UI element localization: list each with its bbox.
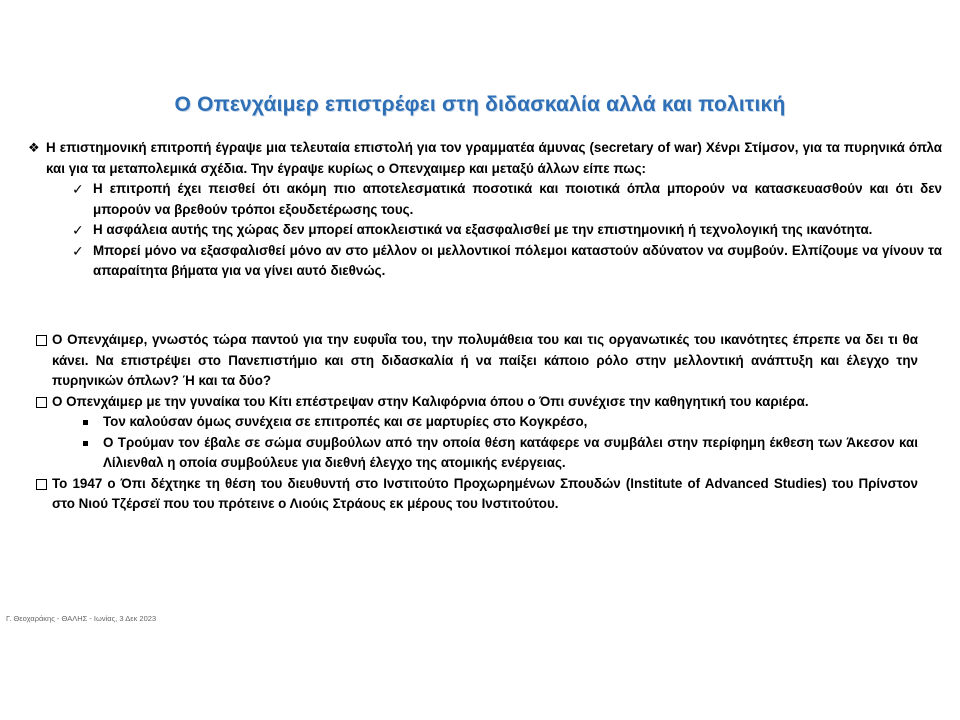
- square-bullet-item: [34, 433, 918, 474]
- check-text: Η επιτροπή έχει πεισθεί ότι ακόμη πιο αποτελεσματικά ποσοτικά και ποιοτικά όπλα μπορούν να κατασκευασθούν και ότι δεν μπορούν να βρεθούν τρόποι εξουδετέρωσης τους.: [93, 181, 942, 217]
- square-bullet-icon: [83, 441, 88, 446]
- box-bullet-icon: [36, 397, 47, 408]
- checkmark-icon: ✓: [72, 181, 84, 197]
- section-career: [34, 330, 918, 515]
- box-bullet-item: [34, 330, 918, 392]
- checkmark-icon: ✓: [72, 242, 84, 259]
- subbullet-text: Ο Τρούμαν τον έβαλε σε σώμα συμβούλων από την οποία θέση κατάφερε να συμβάλει στην περίφημη έκθεση των Άκεσον και Λίλιενθαλ η οποία συμβούλευε για διεθνή έλεγχο της ατομικής ενέργειας.: [103, 434, 918, 470]
- footer-credit: Γ. Θεοχαράκης - ΘΑΛΗΣ - Ιωνίας, 3 Δεκ 2023: [6, 614, 157, 623]
- subbullet-text: Τον καλούσαν όμως συνέχεια σε επιτροπές και σε μαρτυρίες στο Κογκρέσο,: [103, 414, 588, 429]
- bullet-text: Το 1947 ο Όπι δέχτηκε τη θέση του διευθυντή στο Ινστιτούτο Προχωρημένων Σπουδών (Institute of Advanced Studies) του Πρίνστον στο Νιού Τζέρσεϊ που του πρότεινε ο Λιούις Στράους εκ μέρους του Ινστιτούτου.: [52, 475, 918, 511]
- box-bullet-icon: [36, 479, 47, 490]
- bullet-text: Ο Οπενχάιμερ, γνωστός τώρα παντού για την ευφυΐα του, την πολυμάθεια του και τις οργανωτικές του ικανότητες έπρεπε να δει τι θα κάνει. Να επιστρέψει στο Πανεπιστήμιο και στη διδασκαλία ή να παίξει κάποιο ρόλο στην μελλοντική ανάπτυξη και έλεγχο την πυρηνικών όπλων? Ή και τα δύο?: [52, 332, 918, 388]
- check-text: Μπορεί μόνο να εξασφαλισθεί μόνο αν στο μέλλον οι μελλοντικοί πόλεμοι καταστούν αδύνατον να συμβούν. Ελπίζουμε να γίνουν τα απαραίτητα βήματα για να γίνει αυτό διεθνώς.: [93, 242, 942, 278]
- square-bullet-icon: [83, 420, 88, 425]
- box-bullet-icon: [36, 335, 47, 346]
- box-bullet-item: [34, 474, 918, 515]
- box-bullet-item: [34, 392, 918, 413]
- check-item: [28, 241, 942, 282]
- checkmark-icon: ✓: [72, 222, 84, 238]
- bullet-text: Ο Οπενχάιμερ με την γυναίκα του Κίτι επέστρεψαν στην Καλιφόρνια όπου ο Όπι συνέχισε την καθηγητική του καριέρα.: [52, 393, 809, 409]
- check-text: Η ασφάλεια αυτής της χώρας δεν μπορεί αποκλειστικά να εξασφαλισθεί με την επιστημονική ή τεχνολογική της ικανότητα.: [93, 222, 873, 237]
- diamond-bullet-icon: ❖: [28, 140, 40, 155]
- check-item: [28, 179, 942, 220]
- slide-title: Ο Οπενχάιμερ επιστρέφει στη διδασκαλία αλλά και πολιτική: [174, 93, 786, 116]
- square-bullet-item: [34, 412, 918, 433]
- bullet-item: [28, 138, 942, 179]
- bullet-text: Η επιστημονική επιτροπή έγραψε μια τελευταία επιστολή για τον γραμματέα άμυνας (secretary of war) Χένρι Στίμσον, για τα πυρηνικά όπλα και για τα μεταπολεμικά σχέδια. Την έγραψε κυρίως ο Οπενχαιμερ και μεταξύ άλλων είπε πως:: [46, 140, 942, 176]
- section-letter: [28, 138, 942, 282]
- check-item: [28, 220, 942, 241]
